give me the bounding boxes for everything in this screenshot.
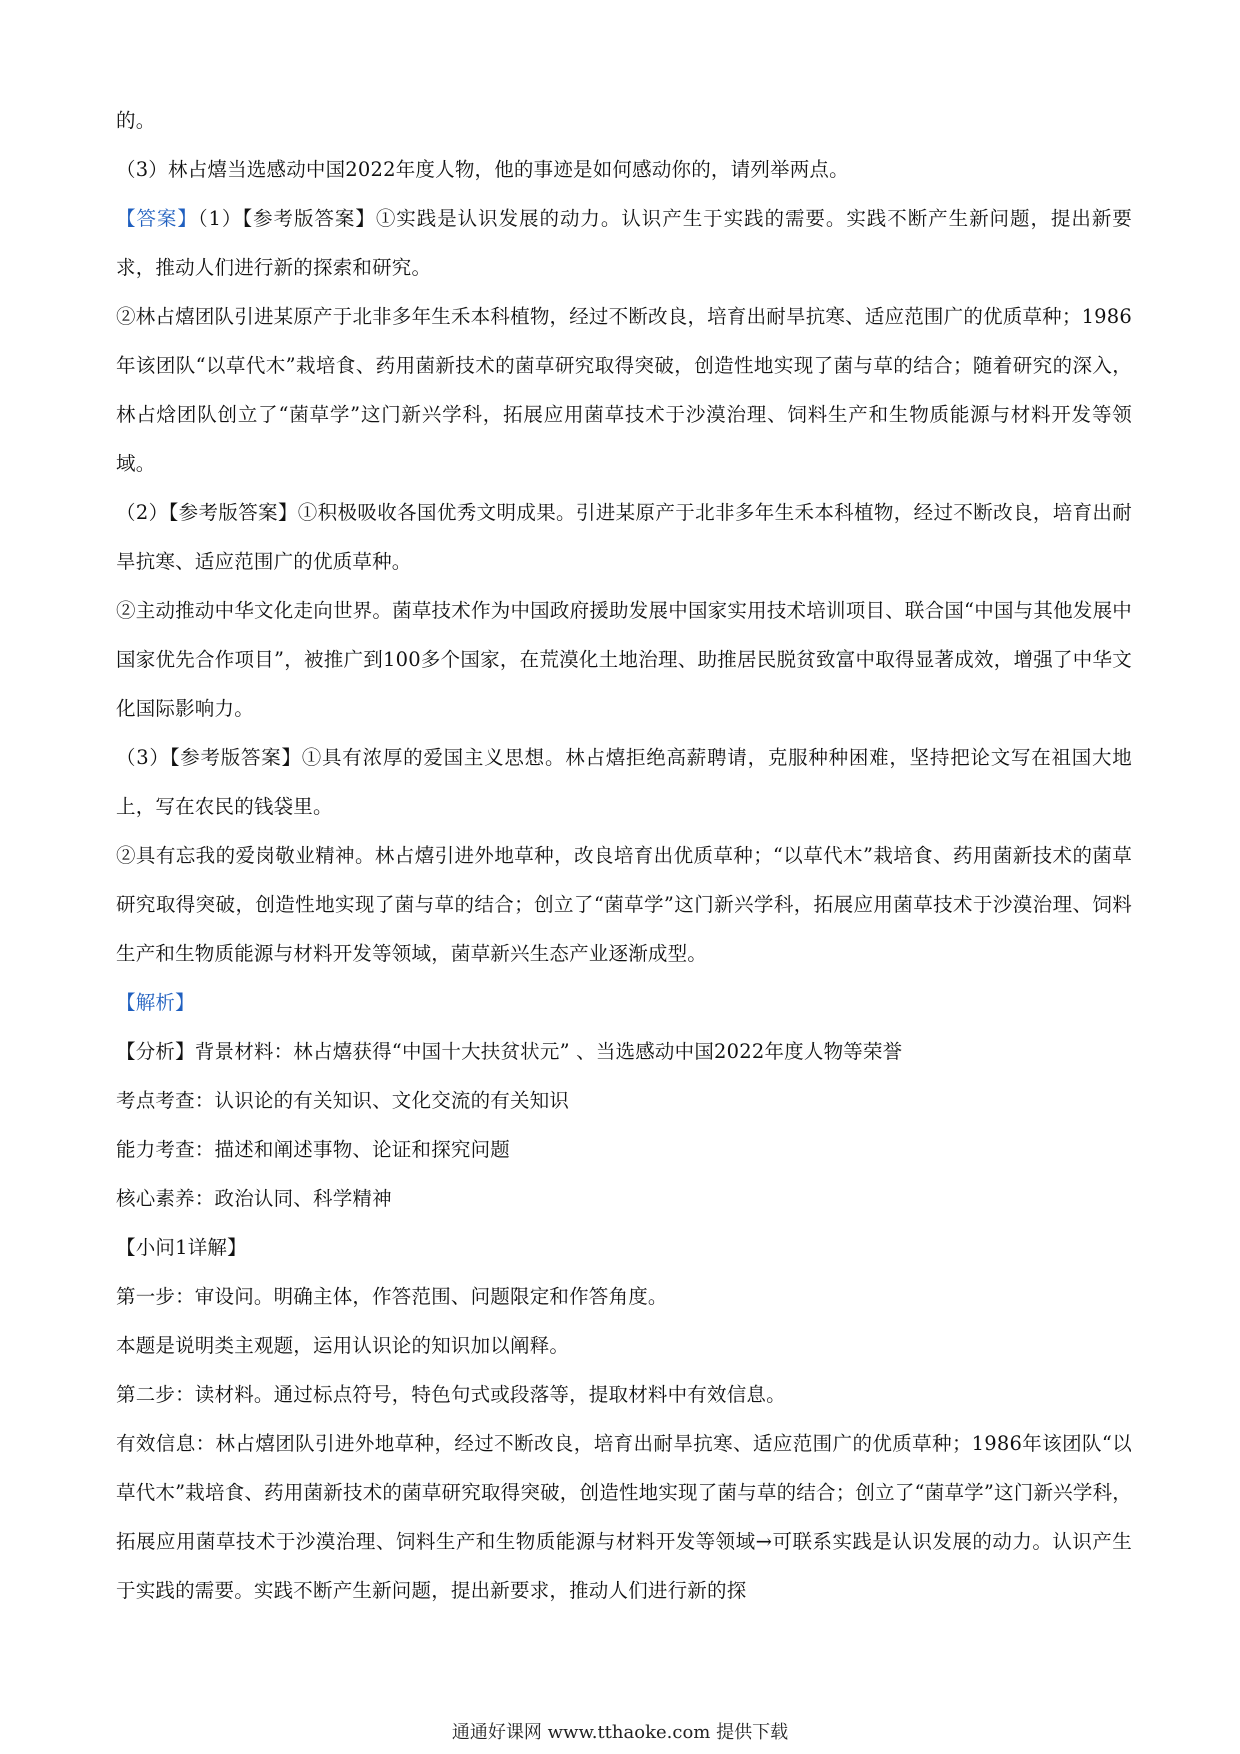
sub-question-1-heading: 【小问1详解】 (116, 1236, 247, 1259)
answer-1: 【答案】（1）【参考版答案】①实践是认识发展的动力。认识产生于实践的需要。实践不断产生新问题，提出新要求，推动人们进行新的探索和研究。 (116, 207, 1132, 279)
analysis-heading (116, 978, 1132, 1027)
step-1-note: 本题是说明类主观题，运用认识论的知识加以阐释。 (116, 1334, 570, 1357)
analysis-literacy: 核心素养：政治认同、科学精神 (116, 1187, 392, 1210)
answer-3: （3）【参考版答案】①具有浓厚的爱国主义思想。林占熺拒绝高薪聘请，克服种种困难，坚持把论文写在祖国大地上，写在农民的钱袋里。 (116, 746, 1132, 818)
step-2: 第二步：读材料。通过标点符号，特色句式或段落等，提取材料中有效信息。 (116, 1383, 786, 1406)
analysis-tag: 【解析】 (116, 991, 195, 1014)
paragraph-tail: 的。 (116, 109, 156, 132)
answer-tag: 【答案】 (116, 207, 198, 230)
document-body (116, 96, 1132, 1615)
answer-1-point-2: ②林占熺团队引进某原产于北非多年生禾本科植物，经过不断改良，培育出耐旱抗寒、适应范围广的优质草种；1986 年该团队“以草代木”栽培食、药用菌新技术的菌草研究取得突破，创造性地实现了菌与草的结合；随着研究的深入，林占焓团队创立了“菌草学”这门新兴学科，拓展应用菌草技术于沙漠治理、饲料生产和生物质能源与材料开发等领域。 (116, 305, 1132, 475)
analysis-ability: 能力考查：描述和阐述事物、论证和探究问题 (116, 1138, 511, 1161)
answer-2: （2）【参考版答案】①积极吸收各国优秀文明成果。引进某原产于北非多年生禾本科植物，经过不断改良，培育出耐旱抗寒、适应范围广的优质草种。 (116, 501, 1132, 573)
answer-3-point-2: ②具有忘我的爱岗敬业精神。林占熺引进外地草种，改良培育出优质草种；“以草代木”栽培食、药用菌新技术的菌草研究取得突破，创造性地实现了菌与草的结合；创立了“菌草学”这门新兴学科，拓展应用菌草技术于沙漠治理、饲料生产和生物质能源与材料开发等领域，菌草新兴生态产业逐渐成型。 (116, 844, 1132, 965)
analysis-background: 【分析】背景材料：林占熺获得“中国十大扶贫状元” 、当选感动中国2022年度人物等荣誉 (116, 1040, 903, 1063)
step-1: 第一步：审设问。明确主体，作答范围、问题限定和作答角度。 (116, 1285, 668, 1308)
footer-download-notice: 通通好课网 www.tthaoke.com 提供下载 (451, 1722, 789, 1743)
answer-2-point-2: ②主动推动中华文化走向世界。菌草技术作为中国政府援助发展中国家实用技术培训项目、联合国“中国与其他发展中国家优先合作项目”，被推广到100多个国家，在荒漠化土地治理、助推居民脱贫致富中取得显著成效，增强了中华文化国际影响力。 (116, 599, 1132, 720)
question-3: （3）林占熺当选感动中国2022年度人物，他的事迹是如何感动你的，请列举两点。 (116, 158, 849, 181)
analysis-knowledge: 考点考查：认识论的有关知识、文化交流的有关知识 (116, 1089, 570, 1112)
effective-info: 有效信息：林占熺团队引进外地草种，经过不断改良，培育出耐旱抗寒、适应范围广的优质草种；1986年该团队“以草代木”栽培食、药用菌新技术的菌草研究取得突破，创造性地实现了菌与草的结合；创立了“菌草学”这门新兴学科，拓展应用菌草技术于沙漠治理、饲料生产和生物质能源与材料开发等领域→可联系实践是认识发展的动力。认识产生于实践的需要。实践不断产生新问题，提出新要求，推动人们进行新的探 (116, 1432, 1132, 1602)
